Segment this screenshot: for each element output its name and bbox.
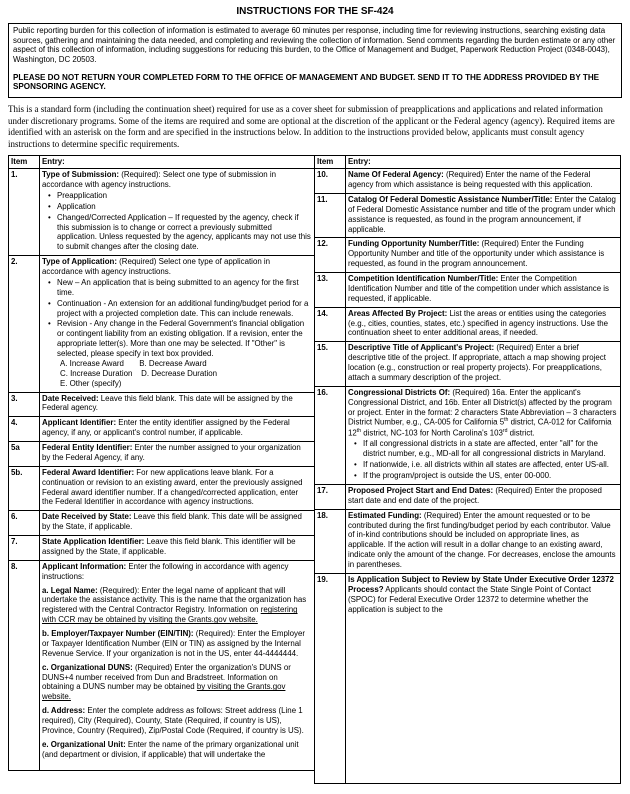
bullet-item [42, 319, 311, 359]
entry-paragraph [348, 575, 617, 615]
item-number: 8. [9, 560, 40, 770]
entry-paragraph [42, 537, 311, 557]
text-run: (Required): Enter the Employer or Taxpayer Identification Number (EIN or TIN) as assigned by the Internal Revenue Service. If your organization is not in the US, enter 44-4444444. [42, 629, 305, 658]
bullet-icon: • [48, 277, 51, 287]
text-run: Funding Opportunity Number/Title: [348, 239, 480, 249]
bullet-text [57, 278, 311, 298]
text-run: Revision - Any change in the Federal Government's financial obligation or contingent liability from an existing obligation. If a revision, enter the appropriate letter(s). More than one may be selected. If "Other" is selected, please specify in text box provided. [57, 319, 305, 359]
entry-text [40, 466, 315, 511]
entry-text [346, 238, 621, 273]
bullet-icon: • [354, 460, 357, 470]
item-number: 5b. [9, 466, 40, 511]
entry-text [346, 193, 621, 238]
entry-text [40, 536, 315, 561]
entry-paragraph [348, 388, 617, 439]
instruction-row [315, 273, 621, 308]
text-run: Leave this field blank. This date will be assigned by the State, if applicable. [42, 512, 302, 532]
text-run: Type of Submission: [42, 170, 120, 180]
instruction-row [315, 307, 621, 342]
entry-header: Entry: [346, 156, 621, 169]
entry-text [346, 169, 621, 194]
bullet-text [57, 213, 311, 253]
bullet-text [57, 202, 311, 212]
item-number: 7. [9, 536, 40, 561]
text-run: Changed/Corrected Application – If requested by the agency, check if this submission is to change or correct a previously submitted application. Unless requested by the agency, applicants may not use this to submit changes after the closing date. [57, 212, 311, 252]
entry-paragraph [42, 443, 311, 463]
entry-paragraph [42, 663, 311, 703]
burden-paragraph: Public reporting burden for this collection of information is estimated to average 60 minutes per response, including time for reviewing instructions, searching existing data sources, gathering and maintaining the data needed, and completing and reviewing the collection of information. Send comments regarding the burden estimate or any other aspect of this collection of information, including suggestions for reducing this burden, to the Office of Management and Budget, Paperwork Reduction Project (0348-0043), Washington, DC 20503. [13, 26, 616, 64]
text-run: (Required) Enter the organization's DUNS or DUNS+4 number received from Dun and Bradstreet. Information on obtaining a DUNS number may be obtained [42, 662, 291, 692]
text-run: Continuation - An extension for an additional funding/budget period for a project with a projected completion date. This can include renewals. [57, 298, 309, 318]
entry-text [40, 417, 315, 442]
text-run: (Required) Enter the amount requested or to be contributed during the first funding/budget period by each contributor. Value of in-kind contributions should be included on appropriate lines, as applicable. If the action will result in a dollar change to an existing award, indicate only the amount of the change. For decreases, enclose the amounts in parentheses. [348, 510, 616, 570]
bullet-text [57, 191, 311, 201]
text-run: Preapplication [57, 190, 108, 200]
text-run: Is Application Subject to Review by State Under Executive Order 12372 Process? [348, 574, 614, 594]
text-run: Leave this field blank. This identifier will be assigned by the State, if applicable. [42, 537, 296, 556]
bullet-icon: • [48, 212, 51, 222]
item-number: 14. [315, 307, 346, 342]
bullet-icon: • [48, 201, 51, 211]
text-run: d. Address: [42, 706, 86, 716]
instruction-row [315, 342, 621, 387]
item-number: 6. [9, 511, 40, 536]
bullet-text [363, 439, 617, 459]
entry-paragraph [42, 468, 311, 508]
text-run: New – An application that is being submitted to an agency for the first time. [57, 277, 299, 297]
bullet-item [42, 299, 311, 319]
bullet-text [57, 319, 311, 359]
bullet-item [42, 202, 311, 212]
entry-text [40, 169, 315, 256]
page-title: INSTRUCTIONS FOR THE SF-424 [236, 6, 394, 17]
text-run: Federal Award Identifier: [42, 467, 135, 477]
item-number: 18. [315, 509, 346, 573]
item-header: Item [315, 156, 346, 169]
text-run: (Required) Enter a brief descriptive title of the project. If appropriate, attach a map showing project location (e.g., construction or real property projects). For preapplications, attach a summary description of the project. [348, 343, 606, 382]
entry-text [346, 573, 621, 783]
instruction-row [9, 511, 315, 536]
bullet-text [363, 471, 617, 481]
item-number: 17. [315, 484, 346, 509]
item-number: 1. [9, 169, 40, 256]
item-number: 2. [9, 256, 40, 392]
instruction-row [9, 169, 315, 256]
text-run: Proposed Project Start and End Dates: [348, 485, 494, 495]
instructions-tables [8, 155, 622, 784]
entry-text [346, 509, 621, 573]
item-number: 16. [315, 386, 346, 484]
grants-gov-link[interactable]: by visiting the Grants.gov website. [42, 682, 286, 702]
burden-statement-box [8, 23, 622, 98]
bullet-item [42, 213, 311, 253]
text-run: Federal Entity Identifier: [42, 443, 133, 453]
entry-paragraph [348, 239, 617, 269]
item-number: 11. [315, 193, 346, 238]
text-run: e. Organizational Unit: [42, 739, 126, 749]
text-run: th [356, 427, 362, 434]
intro-paragraph: This is a standard form (including the continuation sheet) required for use as a cover sheet for submission of preapplications and applications and related information under discretionary programs. Some of the items are required and some are optional at the discretion of the applicant or the Federal agency (agency). Required items are identified with an asterisk on the form and are specified in the instructions below. In addition to the instructions provided below, applicants must consult agency instructions to determine specific requirements. [8, 104, 615, 149]
table-header-row [9, 156, 315, 169]
bullet-icon: • [48, 190, 51, 200]
text-run: a. Legal Name: [42, 585, 98, 595]
entry-paragraph [348, 309, 617, 339]
text-run: (Required) Enter the proposed start date and end date of the project. [348, 485, 602, 505]
text-run: Name Of Federal Agency: [348, 170, 444, 180]
item-number: 3. [9, 392, 40, 417]
text-run: rd [502, 427, 508, 434]
text-run: Enter the entity identifier assigned by the Federal agency, if any, or applicant's control number, if applicable. [42, 418, 290, 438]
text-run: Applicants should contact the State Single Point of Contact (SPOC) for Federal Executive Order 12372 to determine whether the application is subject to the [348, 584, 592, 614]
text-run: Enter the Catalog of Federal Domestic Assistance number and title of the program under which assistance is requested, as found in the program announcement, if applicable. [348, 194, 616, 234]
entry-text [346, 484, 621, 509]
text-run: Congressional Districts Of: [348, 387, 451, 397]
entry-text [346, 342, 621, 387]
entry-paragraph [42, 562, 311, 582]
text-run: Date Received by State: [42, 512, 132, 522]
text-run: Catalog Of Federal Domestic Assistance Number/Title: [348, 194, 553, 204]
entry-paragraph [348, 486, 617, 506]
entry-paragraph [42, 359, 311, 369]
entry-paragraph [42, 394, 311, 414]
text-run: th [504, 417, 509, 424]
item-header: Item [9, 156, 40, 169]
bullet-text [363, 460, 617, 470]
instruction-row [315, 509, 621, 573]
text-run: Competition Identification Number/Title: [348, 274, 499, 284]
instruction-row [9, 417, 315, 442]
text-run: A. Increase Award B. Decrease Award [60, 358, 207, 368]
entry-paragraph [42, 586, 311, 626]
instruction-row [315, 238, 621, 273]
entry-paragraph [42, 418, 311, 438]
instruction-row [315, 573, 621, 783]
entry-paragraph [348, 195, 617, 235]
text-run: If nationwide, i.e. all districts within all states are affected, enter US-all. [363, 460, 609, 470]
bullet-icon: • [48, 298, 51, 308]
text-run: Enter the number assigned to your organization by the Federal Agency, if any. [42, 443, 301, 462]
entry-text [40, 256, 315, 392]
item-number: 5a [9, 442, 40, 467]
text-run: (Required) Enter the name of the Federal agency from which assistance is being requested with this application. [348, 170, 593, 190]
entry-paragraph [42, 379, 311, 389]
entry-text [346, 386, 621, 484]
item-number: 4. [9, 417, 40, 442]
entry-paragraph [42, 170, 311, 190]
bullet-icon: • [48, 319, 51, 329]
text-run: Applicant Identifier: [42, 418, 117, 428]
text-run: (Required): Enter the legal name of applicant that will undertake the assistance activity. This is the name that the organization has registered with the Central Contractor Registry. Information on [42, 585, 307, 615]
bullet-item [348, 439, 617, 459]
text-run: List the areas or entities using the categories (e.g., cities, counties, states, etc.) specified in agency instructions. Use the continuation sheet to enter additional areas, if needed. [348, 308, 609, 338]
text-run: c. Organizational DUNS: [42, 662, 133, 672]
text-run: Application [57, 201, 96, 211]
table-header-row [315, 156, 621, 169]
text-run: (Required) Enter the Funding Opportunity Number and title of the opportunity under which assistance is requested, as found in the program announcement. [348, 239, 605, 269]
entry-paragraph [348, 170, 617, 190]
text-run: Applicant Information: [42, 561, 127, 571]
instruction-row [315, 484, 621, 509]
entry-text [346, 273, 621, 308]
entry-text [40, 392, 315, 417]
item-number: 12. [315, 238, 346, 273]
instruction-row [9, 466, 315, 511]
entry-paragraph [42, 706, 311, 736]
text-run: Type of Application: [42, 257, 117, 267]
entry-text [40, 560, 315, 770]
text-run: district. [507, 428, 535, 438]
text-run: district, NC-103 for North Carolina's 103 [361, 428, 503, 438]
text-run: Enter the following in accordance with agency instructions: [42, 561, 289, 581]
item-number: 19. [315, 573, 346, 783]
entry-paragraph [348, 511, 617, 570]
text-run: If all congressional districts in a state are affected, enter "all" for the district number, e.g., MD-all for all congressional districts in Maryland. [363, 439, 606, 459]
text-run: C. Increase Duration D. Decrease Duration [60, 368, 218, 378]
entry-text [346, 307, 621, 342]
text-run: Date Received: [42, 393, 99, 403]
bullet-icon: • [354, 471, 357, 481]
entry-paragraph [348, 343, 617, 383]
text-run: district, CA-012 for California 12 [348, 418, 612, 438]
text-run: E. Other (specify) [60, 378, 122, 388]
entry-paragraph [42, 629, 311, 659]
text-run: For new applications leave blank. For a continuation or revision to an existing award, enter the previously assigned Federal award identifier number. If a changed/corrected application, enter the Federal Identifier in accordance with agency instructions. [42, 467, 303, 507]
burden-notice: PLEASE DO NOT RETURN YOUR COMPLETED FORM TO THE OFFICE OF MANAGEMENT AND BUDGET. SEND IT TO THE ADDRESS PROVIDED BY THE SPONSORING AGENCY. [13, 72, 600, 92]
bullet-item [348, 460, 617, 470]
instruction-row [315, 169, 621, 194]
item-number: 15. [315, 342, 346, 387]
text-run: Leave this field blank. This date will be assigned by the Federal agency. [42, 393, 293, 413]
entry-header: Entry: [40, 156, 315, 169]
text-run: Enter the complete address as follows: Street address (Line 1 required), City (Required), County, State (Required, if country is US), Province, Country (Required), Zip/Postal Code (Required, if country is US). [42, 706, 304, 735]
bullet-text [57, 299, 311, 319]
instructions-table-left [8, 155, 315, 771]
item-number: 10. [315, 169, 346, 194]
instructions-table-right [314, 155, 621, 784]
entry-paragraph [42, 369, 311, 379]
instruction-row [315, 386, 621, 484]
entry-paragraph [42, 512, 311, 532]
entry-text [40, 511, 315, 536]
entry-paragraph [42, 257, 311, 277]
entry-text [40, 442, 315, 467]
text-run: If the program/project is outside the US, enter 00-000. [363, 471, 552, 481]
instruction-row [9, 392, 315, 417]
text-run: (Required) 16a. Enter the applicant's Congressional District, and 16b. Enter all District(s) affected by the program or project. Enter in the format: 2 characters State Abbreviation – 3 characters District Number, e.g., CA-005 for California 5 [348, 387, 617, 428]
instruction-row [315, 193, 621, 238]
text-run: State Application Identifier: [42, 537, 145, 547]
instruction-row [9, 442, 315, 467]
text-run: Enter the name of the primary organizational unit (and department or division, if applicable) that will undertake the [42, 739, 299, 759]
text-run: Estimated Funding: [348, 510, 422, 520]
text-run: b. Employer/Taxpayer Number (EIN/TIN): [42, 629, 194, 639]
instruction-row [9, 256, 315, 392]
bullet-item [42, 191, 311, 201]
bullet-icon: • [354, 439, 357, 449]
text-run: (Required) Select one type of application in accordance with agency instructions. [42, 257, 271, 277]
text-run: (Required): Select one type of submission in accordance with agency instructions. [42, 170, 277, 190]
text-run: Enter the Competition Identification Number and title of the competition under which assistance is requested, if applicable. [348, 274, 609, 303]
item-number: 13. [315, 273, 346, 308]
text-run: Areas Affected By Project: [348, 308, 448, 318]
instruction-row [9, 560, 315, 770]
instruction-row [9, 536, 315, 561]
bullet-item [348, 471, 617, 481]
bullet-item [42, 278, 311, 298]
text-run: Descriptive Title of Applicant's Project: [348, 343, 495, 353]
entry-paragraph [42, 740, 311, 760]
grants-gov-link[interactable]: registering with CCR may be obtained by visiting the Grants.gov website. [42, 605, 298, 625]
entry-paragraph [348, 274, 617, 304]
